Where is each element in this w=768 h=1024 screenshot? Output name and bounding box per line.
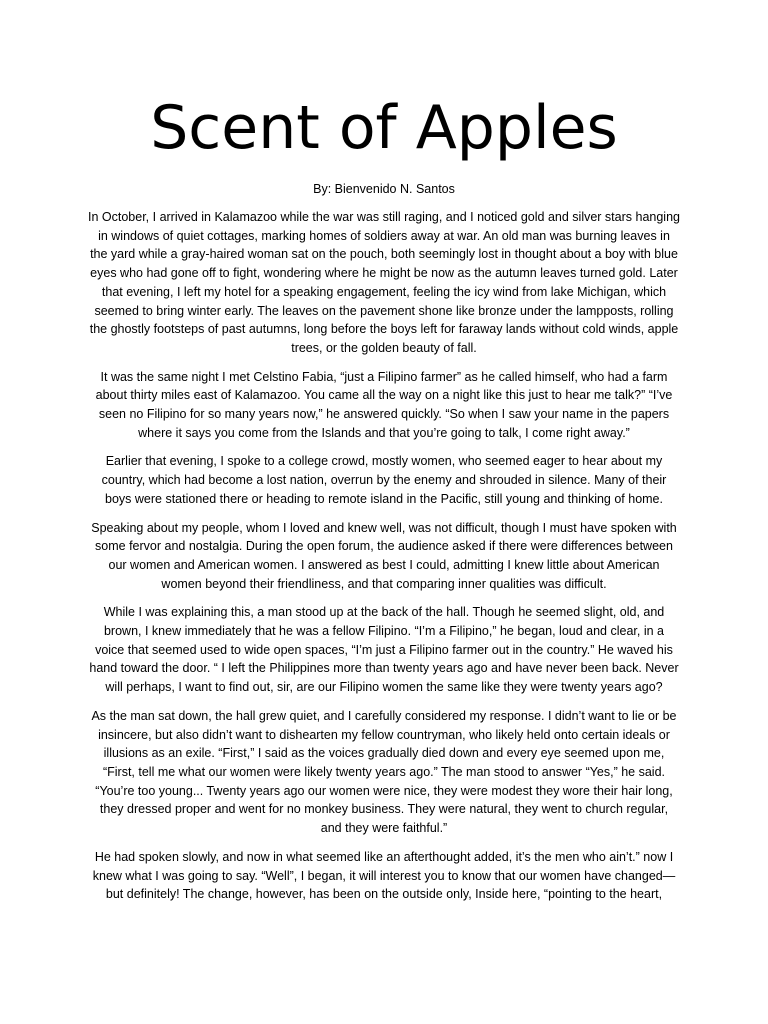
document-body [88,208,680,914]
paragraph: While I was explaining this, a man stood up at the back of the hall. Though he seemed slight, old, and brown, I knew immediately that he was a fellow Filipino. “I’m a Filipino,” he began, loud and clear, in a voice that seemed used to wide open spaces, “I’m just a Filipino farmer out in the country.” He waved his hand toward the door. “ I left the Philippines more than twenty years ago and have never been back. Never will perhaps, I want to find out, sir, are our Filipino women the same like they were twenty years ago? [89,605,679,695]
paragraph: It was the same night I met Celstino Fabia, “just a Filipino farmer” as he called himself, who had a farm about thirty miles east of Kalamazoo. You came all the way on a night like this just to hear me talk?” “I’ve seen no Filipino for so many years now,” he answered quickly. “So when I saw your name in the papers where it says you come from the Islands and that you’re going to talk, I come right away.” [95,369,673,440]
paragraph: Earlier that evening, I spoke to a college crowd, mostly women, who seemed eager to hear about my country, which had become a lost nation, overrun by the enemy and shrouded in silence. Many of their boys were stationed there or heading to remote island in the Pacific, still young and thinking of home. [101,454,667,506]
paragraph: In October, I arrived in Kalamazoo while the war was still raging, and I noticed gold and silver stars hanging in windows of quiet cottages, marking homes of soldiers away at war. An old man was burning leaves in the yard while a gray-haired woman sat on the pouch, both seemingly lost in thought about a boy with blue eyes who had gone off to fight, wondering where he might be now as the autumn leaves turned gold. Later that evening, I left my hotel for a speaking engagement, feeling the icy wind from lake Michigan, which seemed to bring winter early. The leaves on the pavement shone like bronze under the lampposts, rolling the ghostly footsteps of past autumns, long before the boys left for faraway lands without cold winds, apple trees, or the golden beauty of fall. [88,210,680,355]
paragraph: He had spoken slowly, and now in what seemed like an afterthought added, it’s the men who ain’t.” now I knew what I was going to say. “Well”, I began, it will interest you to know that our women have changed—but definitely! The change, however, has been on the outside only, Inside here, “pointing to the heart, [92,849,676,902]
paragraph: As the man sat down, the hall grew quiet, and I carefully considered my response. I didn’t want to lie or be insincere, but also didn’t want to dishearten my fellow countryman, who likely held onto certain ideals or illusions as an exile. “First,” I said as the voices gradually died down and every eye seemed upon me, “First, tell me what our women were likely twenty years ago.” The man stood to answer “Yes,” he said. “You’re too young... Twenty years ago our women were nice, they were modest they wore their hair long, they dressed proper and went for no monkey business. They were natural, they went to church regular, and they were faithful.” [91,708,677,836]
author-byline: By: Bienvenido N. Santos [313,182,455,196]
document-title: Scent of Apples [150,93,618,163]
paragraph: Speaking about my people, whom I loved and knew well, was not difficult, though I must have spoken with some fervor and nostalgia. During the open forum, the audience asked if there were differences between our women and American women. I answered as best I could, admitting I knew little about American women beyond their friendliness, and that comparing inner qualities was difficult. [91,520,677,591]
